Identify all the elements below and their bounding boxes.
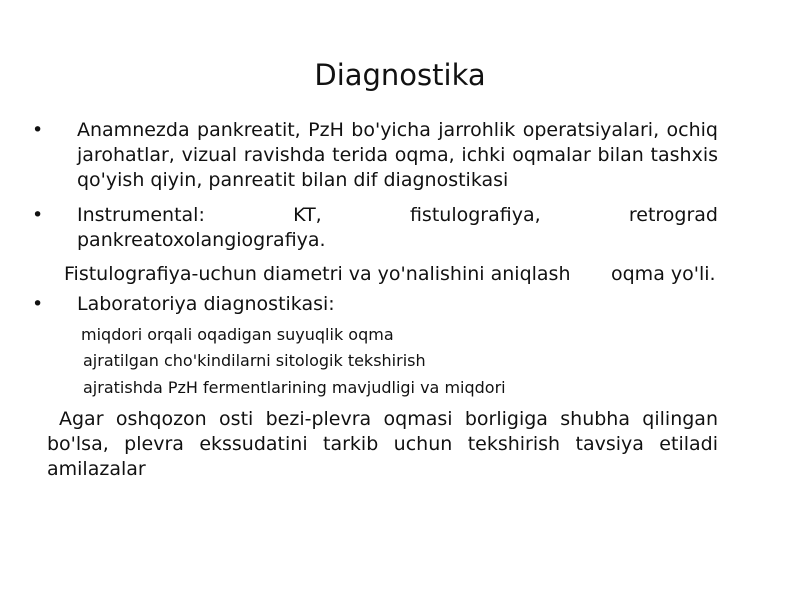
bullet-text-anamnesis: Anamnezda pankreatit, PzH bo'yicha jarrohlik operatsiyalari, ochiq jarohatlar, vizual ravishda terida oqma, ichki oqmalar bilan tashxis qo'yish qiyin, panreatit bilan dif diagnostikasi	[77, 119, 718, 191]
bullet-symbol: •	[32, 119, 44, 141]
closing-paragraph: Agar oshqozon osti bezi-plevra oqmasi borligiga shubha qilingan bo'lsa, plevra ekssudatini tarkib uchun tekshirish tavsiya etiladi amilazalar	[47, 408, 718, 480]
fistula-path-label: oqma yo'li.	[611, 263, 716, 285]
fistulography-description: Fistulografiya-uchun diametri va yo'nalishini aniqlash	[64, 263, 571, 285]
bullet-symbol: •	[32, 204, 44, 226]
slide-title: Diagnostika	[314, 58, 486, 92]
bullet-text-instrumental: Instrumental: KT, fistulografiya, retrograd pankreatoxolangiografiya.	[77, 204, 718, 251]
bullet-anamnesis	[32, 118, 718, 193]
bullet-laboratory	[32, 292, 718, 317]
bullet-symbol: •	[32, 293, 44, 315]
lab-item: miqdori orqali oqadigan suyuqlik oqma	[81, 325, 394, 344]
lab-item: ajratishda PzH fermentlarining mavjudligi va miqdori	[83, 378, 506, 397]
bullet-instrumental	[32, 203, 718, 253]
bullet-text-laboratory: Laboratoriya diagnostikasi:	[77, 293, 335, 315]
lab-item: ajratilgan cho'kindilarni sitologik tekshirish	[83, 351, 426, 370]
